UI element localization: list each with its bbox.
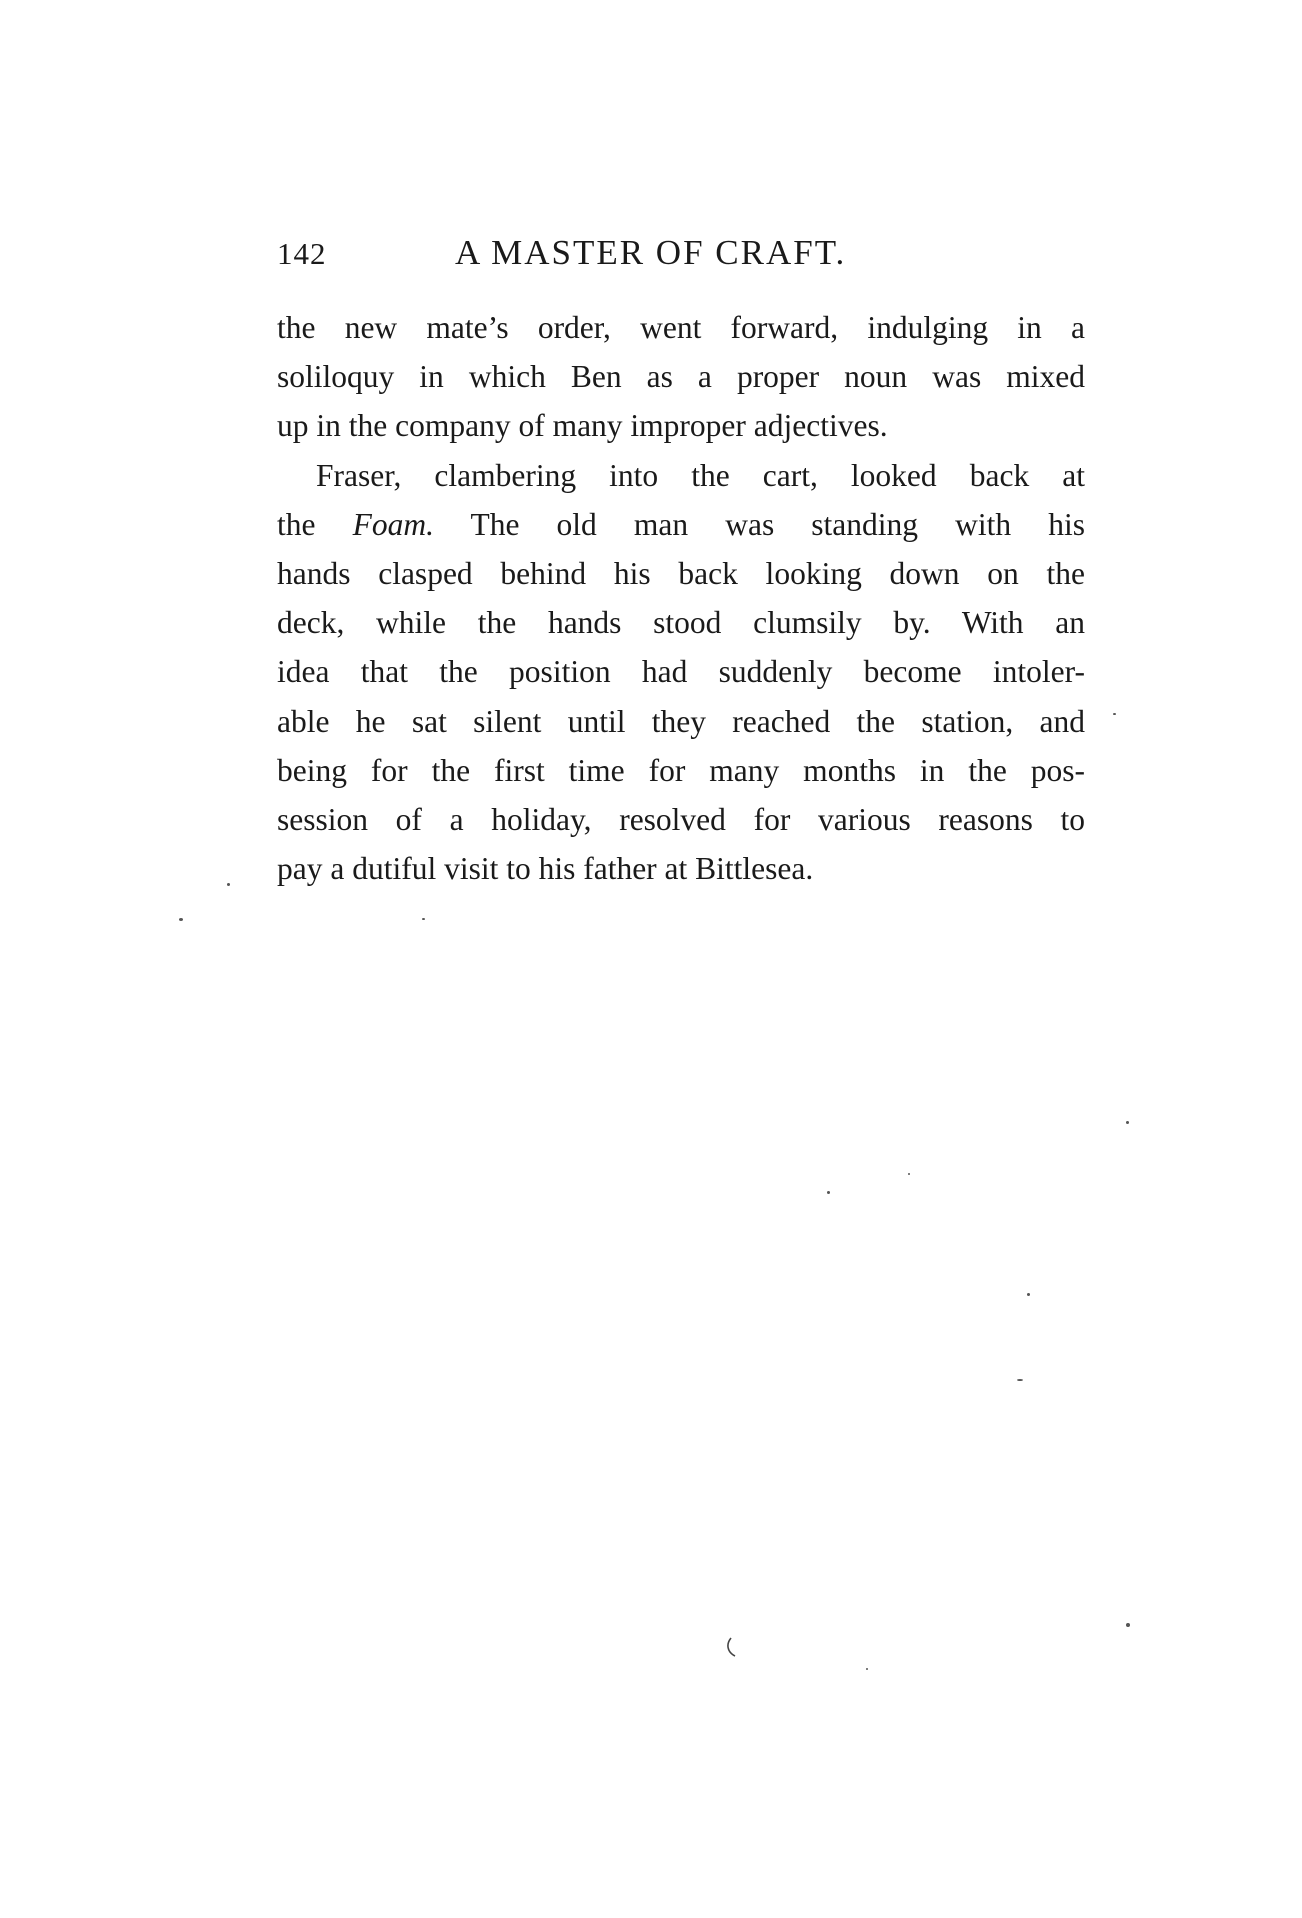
text-line: idea that the position had suddenly become intoler- xyxy=(277,654,1085,690)
scan-speck xyxy=(866,1668,868,1670)
text-line: hands clasped behind his back looking down on the xyxy=(277,555,1085,591)
text-line: being for the first time for many months in the pos- xyxy=(277,752,1085,788)
scan-speck xyxy=(227,883,230,886)
scan-speck xyxy=(908,1173,910,1175)
scan-speck xyxy=(1017,1379,1023,1381)
paragraph-1 xyxy=(277,303,1085,451)
text-line: session of a holiday, resolved for various reasons to xyxy=(277,801,1085,837)
text-run: The old man was standing with his xyxy=(433,506,1085,542)
running-head xyxy=(277,233,1085,286)
body-text xyxy=(277,303,1085,893)
scan-mark xyxy=(724,1636,738,1660)
text-line-content: Fraser, clambering into the cart, looked back at xyxy=(316,457,1085,493)
scan-speck xyxy=(1126,1623,1130,1627)
text-line xyxy=(277,500,1085,549)
paragraph-2 xyxy=(277,451,1085,894)
ship-name: Foam. xyxy=(352,506,434,542)
text-line: the new mate’s order, went forward, indulging in a xyxy=(277,310,1085,345)
text-line: up in the company of many improper adjectives. xyxy=(277,408,888,444)
scan-speck xyxy=(827,1191,830,1194)
page-number: 142 xyxy=(277,236,327,271)
scan-speck xyxy=(1126,1121,1129,1124)
running-title: A MASTER OF CRAFT. xyxy=(455,233,847,272)
text-line: deck, while the hands stood clumsily by. With an xyxy=(277,605,1085,641)
text-line: able he sat silent until they reached the station, and xyxy=(277,703,1085,739)
scan-speck xyxy=(422,918,425,920)
scan-speck xyxy=(1113,713,1116,715)
scan-speck xyxy=(179,918,183,921)
scan-speck xyxy=(1027,1293,1030,1296)
text-line: pay a dutiful visit to his father at Bittlesea. xyxy=(277,851,814,887)
text-run: the xyxy=(277,506,353,542)
text-line: soliloquy in which Ben as a proper noun was mixed xyxy=(277,359,1085,395)
text-line xyxy=(277,451,1085,500)
